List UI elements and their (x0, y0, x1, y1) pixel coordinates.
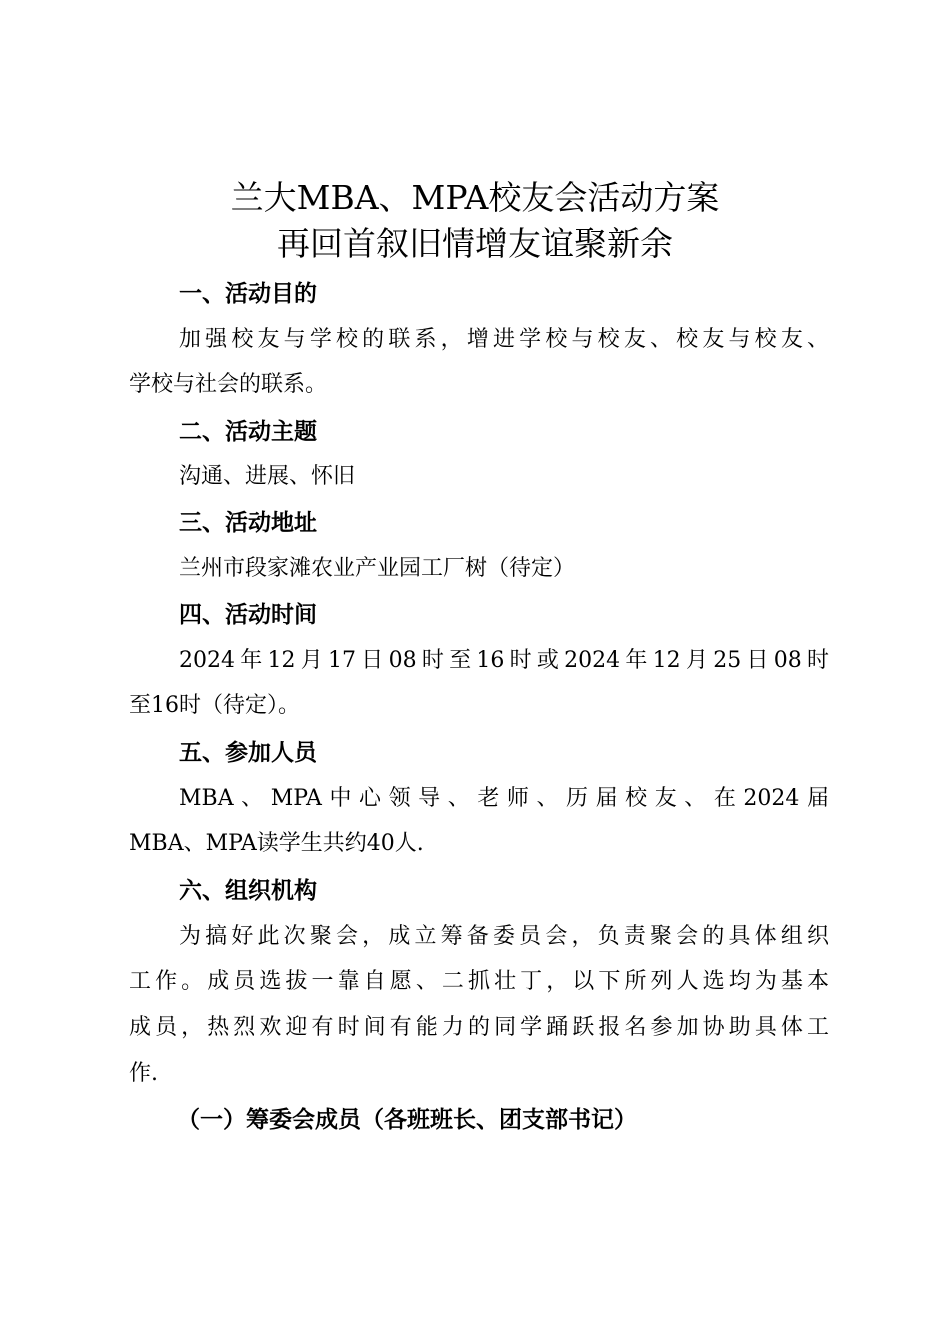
section-text-organization-line3: 成员，热烈欢迎有时间有能力的同学踊跃报名参加协助具体工 (129, 1015, 829, 1040)
section-text-purpose-line1: 加强校友与学校的联系，增进学校与校友、校友与校友、 (179, 327, 829, 352)
section-heading-purpose: 一、活动目的 (179, 281, 317, 307)
section-text-organization-line4: 作. (129, 1061, 158, 1086)
subsection-heading-committee: （一）筹委会成员（各班班长、团支部书记） (177, 1107, 637, 1133)
section-text-theme: 沟通、进展、怀旧 (179, 464, 356, 489)
section-text-organization-line1: 为搞好此次聚会，成立筹备委员会，负责聚会的具体组织 (179, 924, 829, 949)
section-heading-organization: 六、组织机构 (179, 878, 317, 904)
section-text-location: 兰州市段家滩农业产业园工厂树（待定） (179, 556, 576, 581)
document-title: 兰大MBA、MPA校友会活动方案 (230, 178, 720, 217)
section-heading-time: 四、活动时间 (179, 602, 317, 628)
section-heading-theme: 二、活动主题 (179, 419, 317, 445)
section-heading-location: 三、活动地址 (179, 510, 317, 536)
document-subtitle: 再回首叙旧情增友谊聚新余 (277, 224, 673, 263)
section-heading-participants: 五、参加人员 (179, 740, 317, 766)
section-text-time-line2: 至16时（待定）。 (129, 693, 300, 718)
section-text-participants-line1: MBA、MPA中心领导、老师、历届校友、在2024届 (179, 786, 829, 811)
section-text-participants-line2: MBA、MPA读学生共约40人. (129, 831, 424, 856)
section-text-time-line1: 2024年12月17日08时至16时或2024年12月25日08时 (179, 648, 829, 673)
section-text-organization-line2: 工作。成员选拔一靠自愿、二抓壮丁，以下所列人选均为基本 (129, 969, 829, 994)
section-text-purpose-line2: 学校与社会的联系。 (129, 372, 328, 397)
